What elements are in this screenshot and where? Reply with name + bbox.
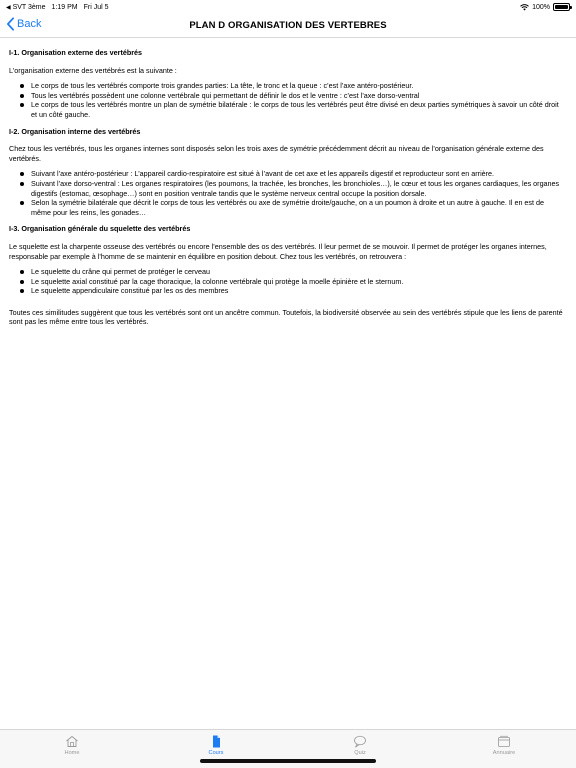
tab-home[interactable]	[0, 730, 144, 768]
wifi-icon	[520, 4, 529, 11]
bullet-item: Le squelette axial constitué par la cage thoracique, la colonne vertébrale qui protège la moelle épinière et le sternum.	[9, 277, 565, 287]
document-icon	[209, 735, 223, 748]
section-title: I-3. Organisation générale du squelette des vertébrés	[9, 224, 191, 234]
section-title: I-1. Organisation externe des vertébrés	[9, 48, 143, 57]
back-button-label: Back	[17, 18, 42, 30]
bullet-item: Le corps de tous les vertébrés montre un plan de symétrie bilatérale : le corps de tous les vertébrés peut être divisé en deux parties symétriques à savoir un côté droit et un côté gauche.	[9, 100, 565, 119]
tab-label: Cours	[208, 750, 224, 756]
status-time: 1:19 PM	[51, 3, 78, 11]
navigation-bar	[0, 14, 576, 38]
bullet-list	[9, 81, 565, 119]
chat-bubble-icon	[353, 735, 367, 748]
battery-icon	[553, 3, 570, 11]
bullet-item: Le corps de tous les vertébrés comporte trois grandes parties: La tête, le tronc et la queue : c’est l’axe antéro-postérieur.	[9, 81, 565, 91]
bullet-item: Le squelette du crâne qui permet de protéger le cerveau	[9, 267, 565, 277]
tab-label: Annuaire	[492, 750, 516, 756]
status-right	[520, 3, 570, 11]
battery-percent: 100%	[532, 3, 550, 11]
bullet-item: Tous les vertébrés possèdent une colonne vertébrale qui permettant de définir le dos et le ventre : c’est l’axe dorso-ventral	[9, 91, 565, 101]
tab-label: Quiz	[354, 750, 366, 756]
back-arrow-icon: ◀	[6, 4, 11, 11]
section-intro: Le squelette est la charpente osseuse des vertébrés ou encore l’ensemble des os des vertébrés. Il leur permet de se mouvoir. Il permet de protéger les organes internes, responsable par exemple à l’homme de se maintenir en équilibre en position debout. Chez tous les vertébrés, on retrouvera :	[9, 241, 547, 261]
status-bar	[0, 0, 576, 14]
tab-label: Home	[64, 750, 80, 756]
chevron-left-icon	[6, 17, 15, 31]
section-intro: L’organisation externe des vertébrés est la suivante :	[9, 65, 177, 75]
bullet-list	[9, 267, 565, 296]
bullet-list	[9, 169, 565, 217]
home-icon	[65, 735, 79, 748]
bullet-item: Le squelette appendiculaire constitué par les os des membres	[9, 286, 565, 296]
back-to-app-label: SVT 3ème	[12, 3, 46, 11]
battery-fill	[555, 5, 568, 9]
page-title: PLAN D ORGANISATION DES VERTEBRES	[189, 20, 387, 31]
course-content	[9, 48, 565, 333]
bullet-item: Suivant l’axe antéro-postérieur : L’appareil cardio-respiratoire est situé à l’avant de cet axe et les appareils digestif et reproducteur sont en arrière.	[9, 169, 565, 179]
folder-icon	[497, 735, 511, 748]
bullet-item: Suivant l’axe dorso-ventral : Les organes respiratoires (les poumons, la trachée, les bronches, les bronchioles…), le cœur et tous les organes cardiaques, les organes digestifs (estomac, œsophage…) sont en position ventrale tandis que le système nerveux central occupe la position dorsale.	[9, 179, 565, 198]
section-intro: Chez tous les vertébrés, tous les organes internes sont disposés selon les trois axes de symétrie précédemment décrit au niveau de l’organisation générale externe des vertébrés.	[9, 144, 544, 163]
back-to-app-link[interactable]	[6, 4, 46, 11]
back-button[interactable]	[6, 17, 41, 31]
tab-annuaire[interactable]	[432, 730, 576, 768]
home-indicator[interactable]	[200, 759, 376, 763]
conclusion-paragraph: Toutes ces similitudes suggèrent que tous les vertébrés sont ont un ancêtre commun. Toutefois, la biodiversité observée au sein des vertébrés stipule que les liens de parenté sont pas les même entre tous les vertébrés.	[9, 307, 563, 327]
status-date: Fri Jul 5	[83, 3, 109, 11]
status-left	[6, 4, 109, 11]
section-title: I-2. Organisation interne des vertébrés	[9, 126, 141, 136]
bullet-item: Selon la symétrie bilatérale que décrit le corps de tous les vertébrés ou axe de symétrie droite/gauche, on a un poumon à droite et un autre à gauche. Il en est de même pour les reins, les gonades…	[9, 198, 565, 217]
